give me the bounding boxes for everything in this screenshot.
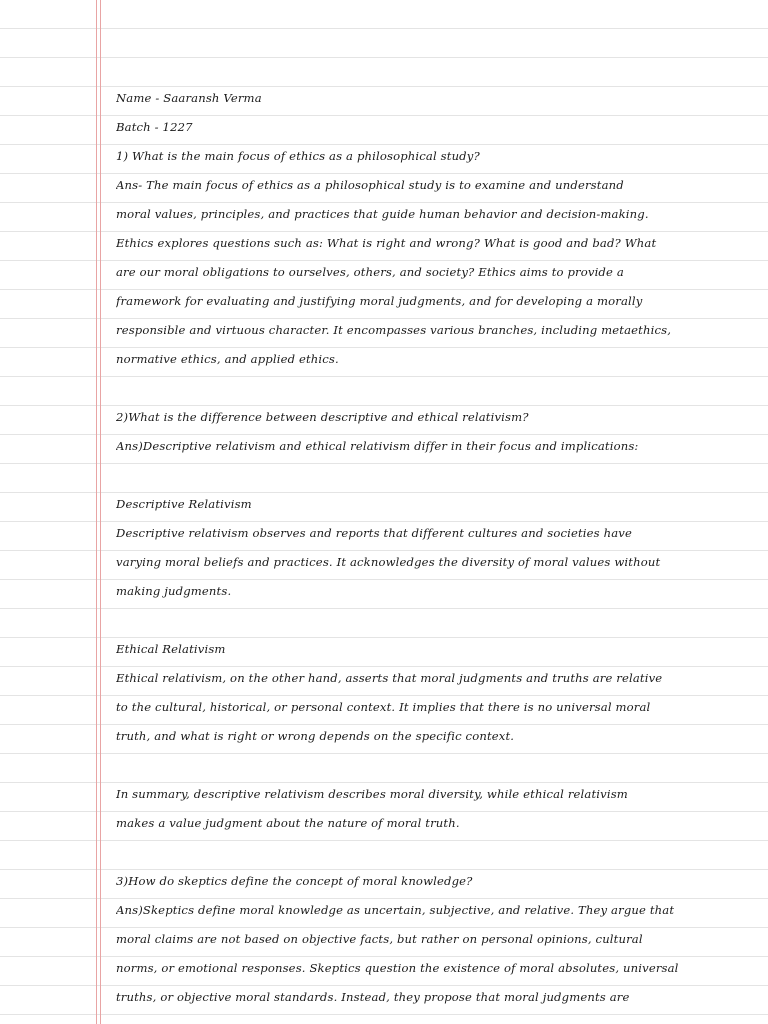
answer-1-line: responsible and virtuous character. It encompasses various branches, including metaethics, <box>116 323 672 337</box>
answer-1-line: Ethics explores questions such as: What is right and wrong? What is good and bad? What <box>116 236 657 250</box>
answer-3-line: Ans)Skeptics define moral knowledge as uncertain, subjective, and relative. They argue that <box>116 903 675 917</box>
question-2: 2)What is the difference between descriptive and ethical relativism? <box>116 410 529 424</box>
answer-1-line: are our moral obligations to ourselves, others, and society? Ethics aims to provide a <box>116 265 624 279</box>
summary-line: makes a value judgment about the nature of moral truth. <box>116 816 460 830</box>
blank-line <box>116 838 756 867</box>
answer-1-line: moral values, principles, and practices that guide human behavior and decision-making. <box>116 207 649 221</box>
handwritten-content <box>116 84 756 1012</box>
question-1: 1) What is the main focus of ethics as a philosophical study? <box>116 149 480 163</box>
descriptive-relativism-heading: Descriptive Relativism <box>116 497 252 511</box>
student-name: Name - Saaransh Verma <box>116 91 262 105</box>
answer-1-line: framework for evaluating and justifying moral judgments, and for developing a morally <box>116 294 643 308</box>
answer-3-line: truths, or objective moral standards. Instead, they propose that moral judgments are <box>116 990 630 1004</box>
ethical-relativism-heading: Ethical Relativism <box>116 642 226 656</box>
answer-2-intro: Ans)Descriptive relativism and ethical relativism differ in their focus and implications: <box>116 439 639 453</box>
batch-number: Batch - 1227 <box>116 120 193 134</box>
answer-3-line: moral claims are not based on objective facts, but rather on personal opinions, cultural <box>116 932 643 946</box>
blank-line <box>116 606 756 635</box>
descriptive-relativism-line: Descriptive relativism observes and reports that different cultures and societies have <box>116 526 632 540</box>
ethical-relativism-line: to the cultural, historical, or personal context. It implies that there is no universal moral <box>116 700 651 714</box>
answer-1-line: normative ethics, and applied ethics. <box>116 352 339 366</box>
question-3: 3)How do skeptics define the concept of moral knowledge? <box>116 874 473 888</box>
blank-line <box>116 374 756 403</box>
margin-line-left <box>96 0 97 1024</box>
descriptive-relativism-line: varying moral beliefs and practices. It acknowledges the diversity of moral values without <box>116 555 661 569</box>
ethical-relativism-line: Ethical relativism, on the other hand, asserts that moral judgments and truths are relative <box>116 671 663 685</box>
margin-line-right <box>100 0 101 1024</box>
answer-3-line: norms, or emotional responses. Skeptics question the existence of moral absolutes, universal <box>116 961 679 975</box>
blank-line <box>116 461 756 490</box>
answer-1-line: Ans- The main focus of ethics as a philosophical study is to examine and understand <box>116 178 624 192</box>
summary-line: In summary, descriptive relativism describes moral diversity, while ethical relativism <box>116 787 628 801</box>
ethical-relativism-line: truth, and what is right or wrong depends on the specific context. <box>116 729 515 743</box>
descriptive-relativism-line: making judgments. <box>116 584 232 598</box>
blank-line <box>116 751 756 780</box>
